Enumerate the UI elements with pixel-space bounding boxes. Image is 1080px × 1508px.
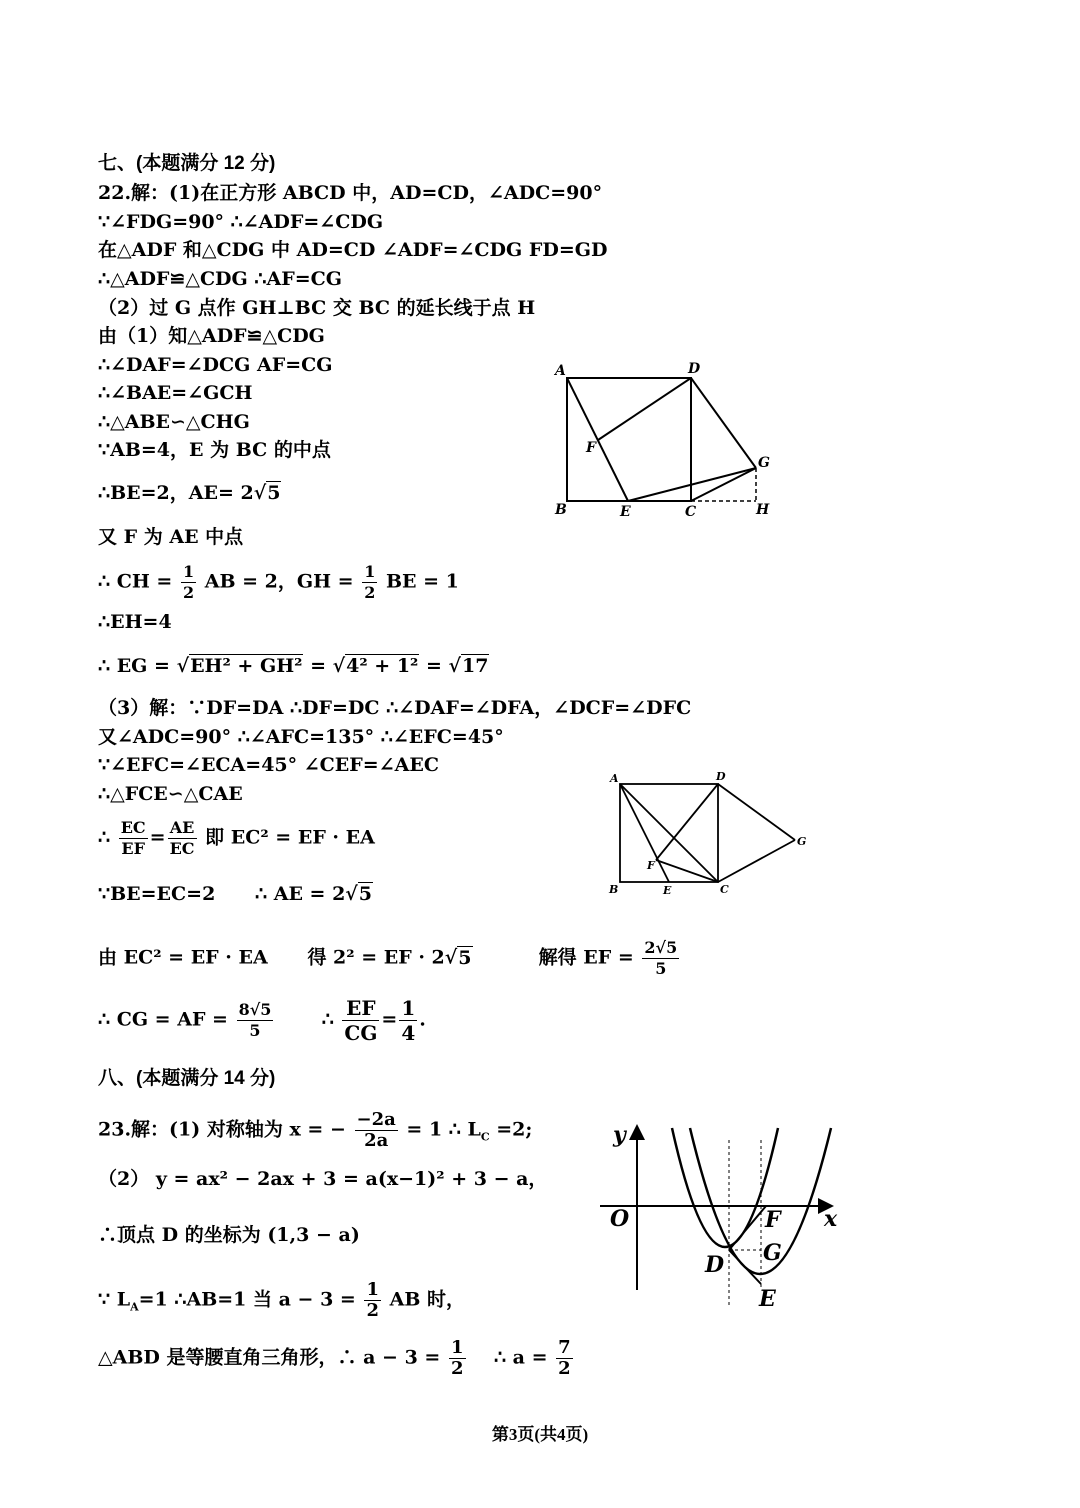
q22-line-19: ∴△FCE∽△CAE	[98, 783, 243, 805]
label-h: H	[756, 502, 770, 518]
q22-line-1: 22.解：(1)在正方形 ABCD 中，AD=CD，∠ADC=90°	[98, 182, 603, 204]
fraction-half: $\frac{1}{2}$	[364, 562, 376, 602]
fraction-half: $\frac{1}{2}$	[450, 1337, 464, 1379]
q23-line-2: （2） y = ax² − 2ax + 3 = a(x−1)² + 3 − a，	[98, 1168, 548, 1190]
label-x: x	[824, 1206, 838, 1232]
figure-parabolas	[595, 1115, 855, 1315]
parabola-1	[672, 1128, 778, 1247]
fraction-ef-cg: $\frac{EF}{CG}$	[344, 996, 378, 1045]
figure-square-2	[600, 765, 820, 900]
fraction-half: $\frac{1}{2}$	[182, 562, 195, 602]
q22-line-6: 由（1）知△ADF≌△CDG	[98, 325, 325, 347]
q22-line-23: ∴ CG = AF = $\frac{8√5}{5}$ ∴ $\frac{EF}{CG}$ = $\frac{1}{4}$ .	[98, 996, 426, 1045]
q23-line-5: △ABD 是等腰直角三角形，∴ a − 3 = $\frac{1}{2}$ ∴ a = $\frac{7}{2}$	[98, 1337, 571, 1379]
segment-ae	[620, 784, 669, 882]
q22-line-18: ∵∠EFC=∠ECA=45° ∠CEF=∠AEC	[98, 754, 439, 776]
q22-line-21: ∵BE=EC=2 ∴ AE = 2√5	[98, 883, 373, 905]
label-g: G	[797, 835, 807, 848]
q22-line-5: （2）过 G 点作 GH⊥BC 交 BC 的延长线于点 H	[98, 297, 536, 319]
fraction-axis: $\frac{-2a}{2a}$	[356, 1109, 396, 1151]
segment-df	[729, 1206, 766, 1250]
q23-line-3: ∴顶点 D 的坐标为 (1,3 − a)	[98, 1224, 360, 1246]
segment-fd	[598, 378, 691, 440]
q22-line-17: 又∠ADC=90° ∴∠AFC=135° ∴∠EFC=45°	[98, 726, 504, 748]
segment-ae	[567, 378, 628, 501]
segment-fc	[656, 860, 718, 882]
fraction-one-quarter: $\frac{1}{4}$	[401, 996, 416, 1045]
label-a: A	[610, 772, 619, 785]
label-y: y	[613, 1122, 626, 1148]
q22-line-22: 由 EC² = EF · EA 得 2² = EF · 2√5 解得 EF = $\frac{2√5}{5}$	[98, 938, 678, 978]
segment-cg	[718, 840, 795, 882]
q22-line-2: ∵∠FDG=90° ∴∠ADF=∠CDG	[98, 211, 384, 233]
fraction-ef-value: $\frac{2√5}{5}$	[644, 938, 678, 978]
q22-line-11: ∴BE=2，AE= 2√5	[98, 482, 281, 504]
text: ∴BE=2，AE= 2	[98, 482, 254, 504]
label-a: A	[555, 363, 566, 379]
segment-dg	[718, 784, 795, 840]
label-f: F	[586, 440, 596, 456]
q22-line-15: ∴ EG = √EH² + GH² = √4² + 1² = √17	[98, 655, 489, 677]
label-g: G	[763, 1240, 782, 1266]
label-b: B	[609, 883, 619, 896]
text: BE = 1	[385, 570, 459, 593]
q22-line-16: （3）解：∵DF=DA ∴DF=DC ∴∠DAF=∠DFA，∠DCF=∠DFC	[98, 697, 692, 719]
text: AB = 2，GH =	[204, 570, 354, 593]
label-f: F	[765, 1207, 781, 1233]
segment-de	[729, 1250, 761, 1284]
q22-line-4: ∴△ADF≌△CDG ∴AF=CG	[98, 268, 342, 290]
section-7-title: 七、(本题满分 12 分)	[98, 153, 276, 174]
label-f: F	[647, 859, 655, 872]
figure-square-1	[540, 355, 790, 525]
segment-fd	[656, 784, 718, 860]
q22-line-12: 又 F 为 AE 中点	[98, 526, 244, 548]
fraction-half: $\frac{1}{2}$	[366, 1279, 379, 1321]
label-g: G	[758, 455, 770, 471]
page-footer: 第3页(共4页)	[491, 1425, 589, 1444]
q23-line-1: 23.解：(1) 对称轴为 x = − $\frac{-2a}{2a}$ = 1 ∴ $L_C =2$;	[98, 1109, 533, 1151]
q22-line-20: ∴ $\frac{EC}{EF}$ = $\frac{AE}{EC}$ 即 EC² = EF · EA	[98, 818, 375, 858]
segment-ac	[620, 784, 718, 882]
segment-cg	[691, 468, 756, 501]
label-e: E	[759, 1286, 776, 1312]
label-e: E	[663, 884, 672, 897]
label-c: C	[685, 504, 697, 520]
q22-line-7: ∴∠DAF=∠DCG AF=CG	[98, 354, 333, 376]
label-d: D	[688, 361, 701, 377]
segment-dg	[691, 378, 756, 468]
fraction-ae-ec: $\frac{AE}{EC}$	[169, 818, 195, 858]
q23-line-4: ∵ $L_A=1$ ∴AB=1 当 a − 3 = $\frac{1}{2}$ AB 时，	[98, 1279, 466, 1321]
label-c: C	[720, 883, 729, 896]
q22-line-9: ∴△ABE∽△CHG	[98, 411, 250, 433]
q22-line-13	[98, 562, 459, 603]
q22-line-3: 在△ADF 和△CDG 中 AD=CD ∠ADF=∠CDG FD=GD	[98, 239, 608, 261]
fraction-seven-halves: $\frac{7}{2}$	[558, 1337, 571, 1379]
q22-line-14: ∴EH=4	[98, 611, 172, 633]
fraction-cg-value: $\frac{8√5}{5}$	[238, 1000, 272, 1040]
section-8-title: 八、(本题满分 14 分)	[98, 1068, 276, 1089]
fraction-ec-ef: $\frac{EC}{EF}$	[120, 818, 146, 858]
radicand: 5	[267, 482, 281, 504]
label-e: E	[620, 504, 631, 520]
label-b: B	[555, 502, 567, 518]
label-d: D	[716, 770, 726, 783]
q22-line-10: ∵AB=4，E 为 BC 的中点	[98, 439, 331, 461]
label-d: D	[705, 1252, 725, 1278]
q22-line-8: ∴∠BAE=∠GCH	[98, 382, 253, 404]
label-o: O	[610, 1206, 630, 1232]
text: ∴ CH =	[98, 570, 173, 593]
